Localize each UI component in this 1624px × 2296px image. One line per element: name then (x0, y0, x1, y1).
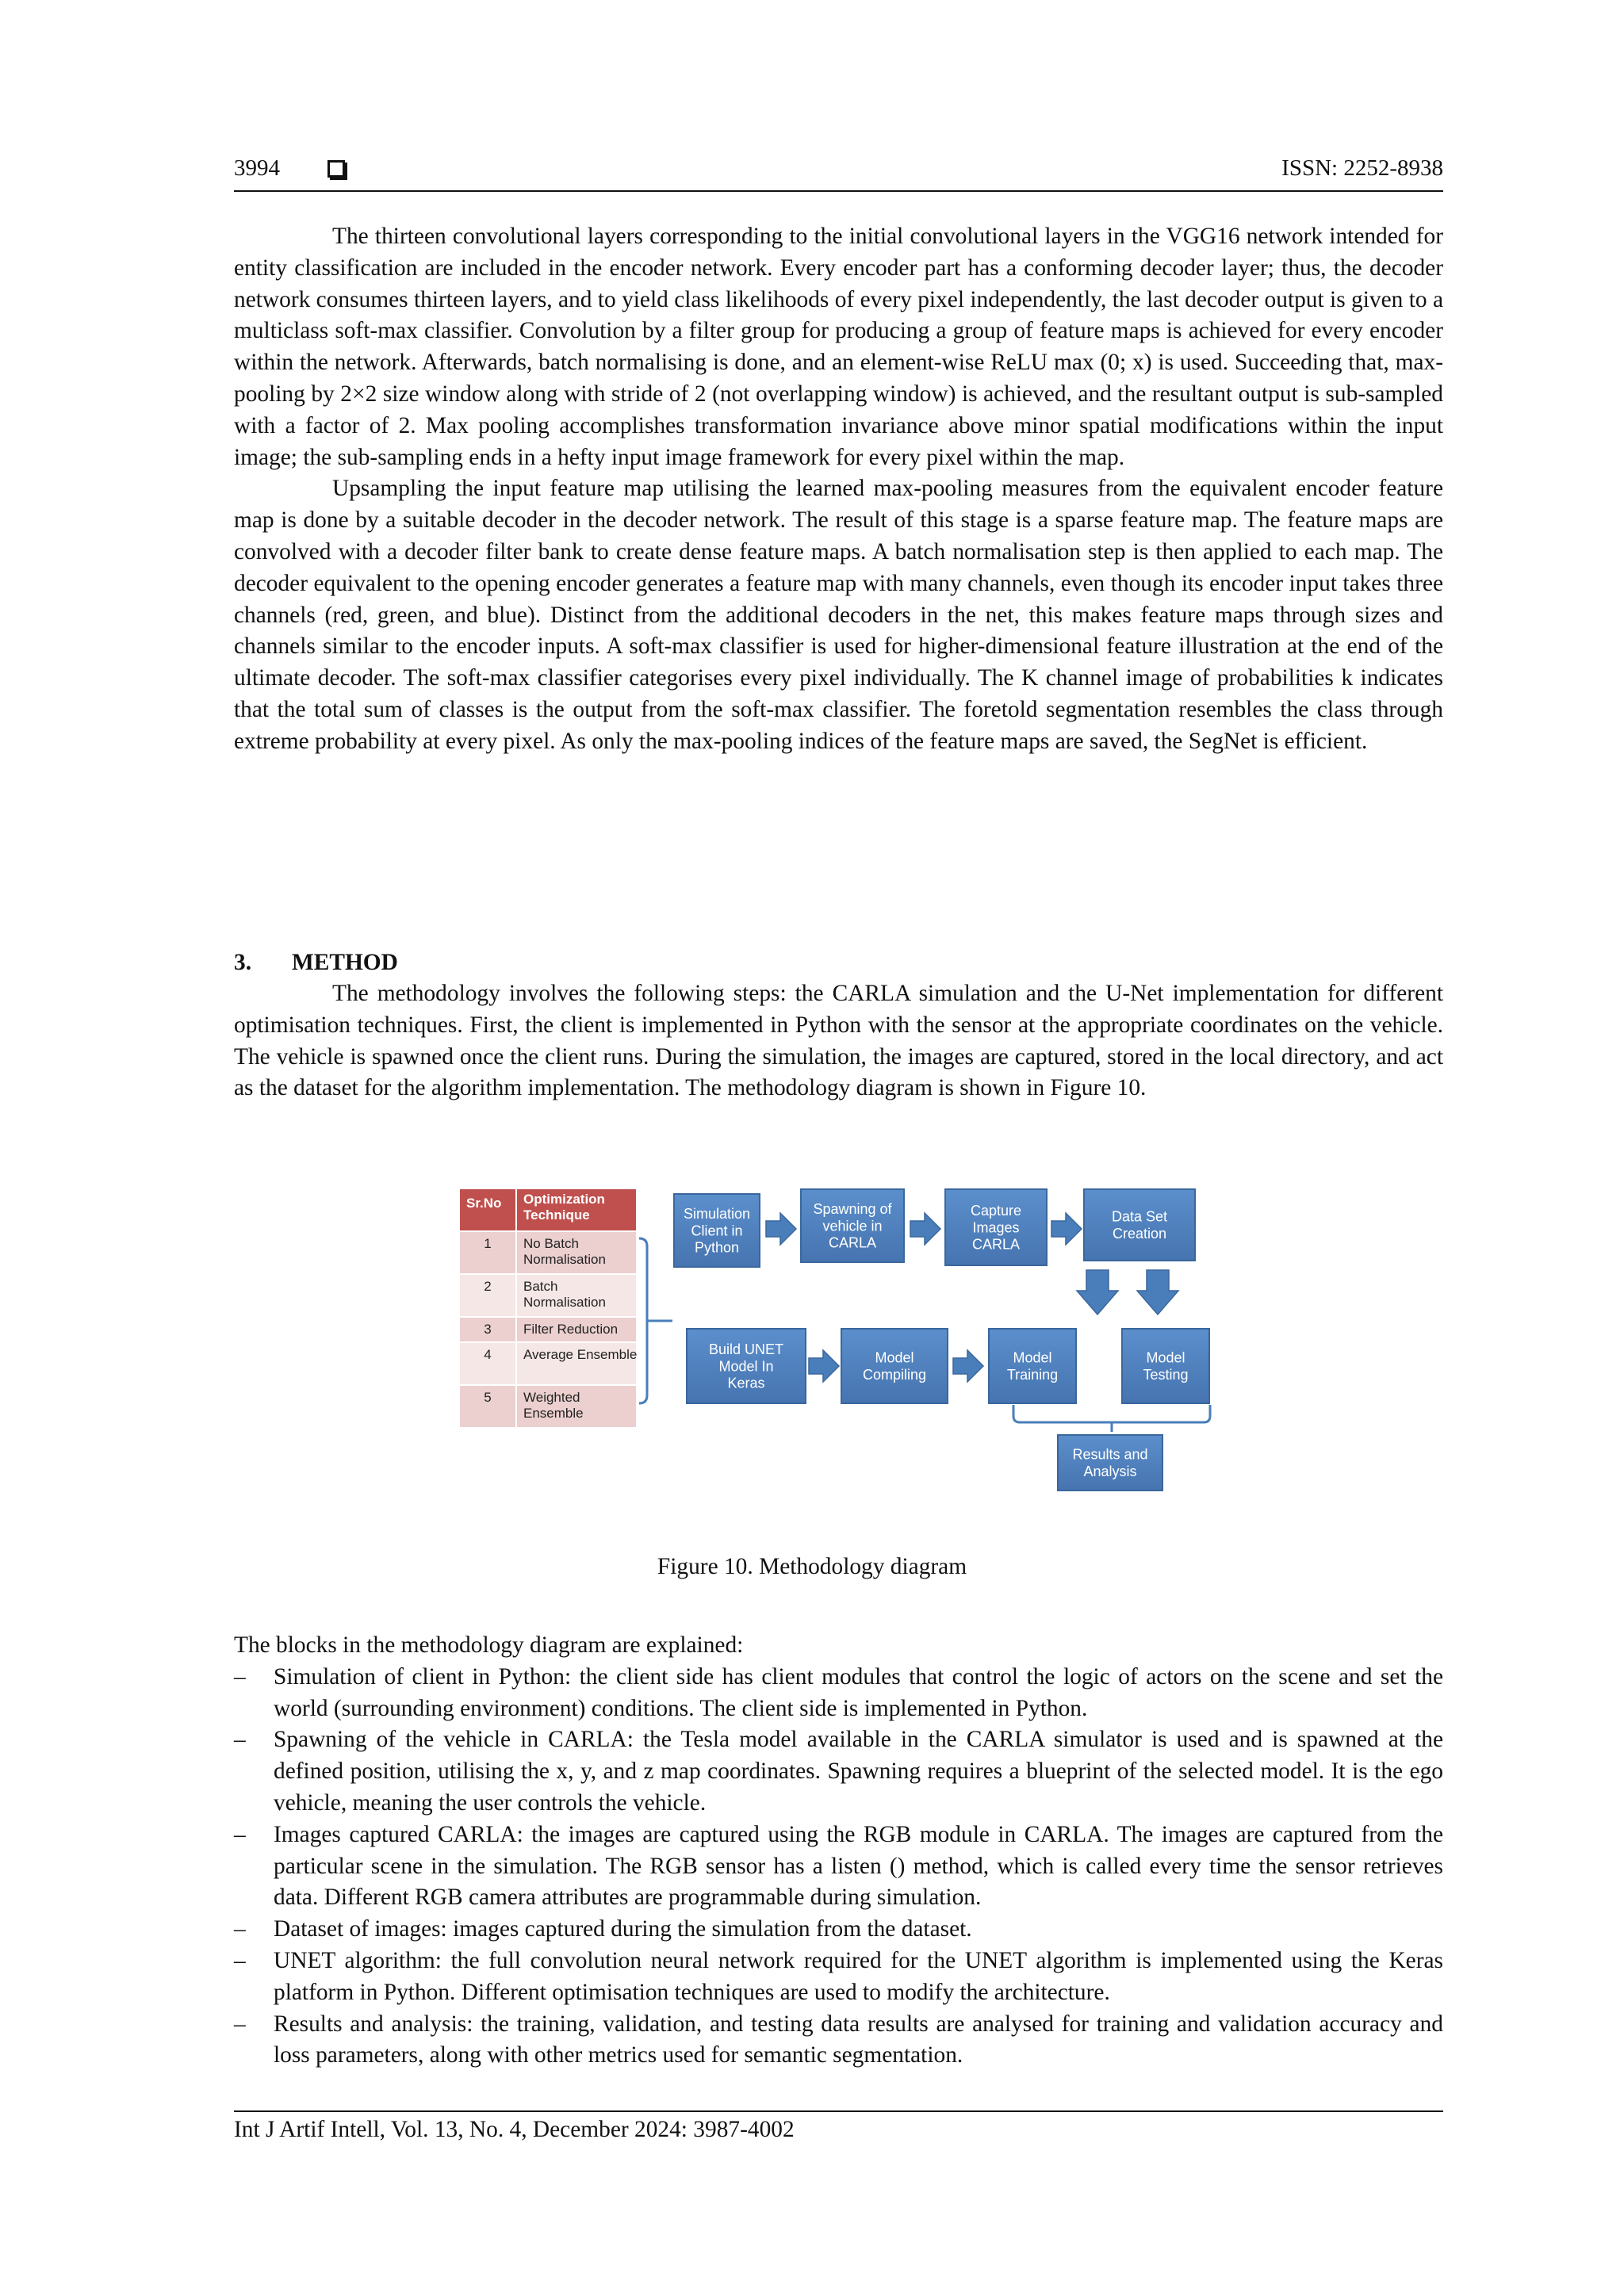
issn: ISSN: 2252-8938 (1281, 155, 1443, 181)
box-sim-client-label: Simulation Client in Python (683, 1206, 751, 1256)
right-arrow-icon (809, 1350, 839, 1382)
square-bullet-icon (327, 160, 345, 178)
section-title: METHOD (292, 950, 398, 975)
bullet-item: – Images captured CARLA: the images are captured using the RGB module in CARLA. The images are captured from the particular scene in the simulation. The RGB sensor has a listen () method, which is called every time the sensor retrieves data. Different RGB camera attributes are programmable during simulation. (234, 1820, 1443, 1914)
box-build-unet-label: Build UNET Model In Keras (708, 1341, 784, 1391)
methodology-diagram (460, 1181, 1221, 1522)
table-row-number: 5 (484, 1390, 492, 1405)
paragraph-decoder: Upsampling the input feature map utilising the learned max-pooling measures from the equivalent encoder feature map is done by a suitable decoder in the decoder network. The result of this stage is a sparse feature map. The feature maps are convolved with a decoder filter bank to create dense feature maps. A batch normalisation step is then applied to each map. The decoder equivalent to the opening encoder generates a feature map with many channels, even though its encoder input takes three channels (red, green, and blue). Distinct from the additional decoders in the net, this makes feature maps through sizes and channels similar to the encoder inputs. A soft-max classifier is used for higher-dimensional feature illustration at the end of the ultimate decoder. The soft-max classifier categorises every pixel individually. The K channel image of probabilities k indicates that the total sum of classes is the output from the soft-max classifier. The foretold segmentation resembles the class through extreme probability at every pixel. As only the max-pooling indices of the feature maps are saved, the SegNet is efficient. (234, 476, 1443, 754)
box-compiling-label: Model Compiling (862, 1349, 927, 1383)
box-spawning-label: Spawning of vehicle in CARLA (813, 1201, 892, 1251)
page-header (234, 155, 1443, 190)
box-results-label: Results and Analysis (1072, 1446, 1148, 1479)
results-bracket (1013, 1405, 1210, 1422)
box-testing-label: Model Testing (1143, 1349, 1189, 1383)
table-body (460, 1232, 637, 1427)
right-arrow-icon (766, 1213, 796, 1245)
flow-boxes (674, 1189, 1209, 1490)
table-row-number: 2 (484, 1279, 492, 1294)
section-heading (234, 947, 398, 978)
page-footer (234, 2110, 1443, 2143)
footer-citation: Int J Artif Intell, Vol. 13, No. 4, December 2024: 3987-4002 (234, 2117, 795, 2142)
table-row-technique: Filter Reduction (523, 1322, 619, 1337)
right-arrow-icon (910, 1213, 940, 1245)
blocks-explanation (234, 1630, 1443, 2072)
down-arrow-icon (1137, 1270, 1178, 1314)
table-header-srno: Sr.No (466, 1196, 502, 1211)
down-arrow-icon (1077, 1270, 1118, 1314)
right-arrow-icon (953, 1350, 983, 1382)
bullet-item: – Dataset of images: images captured during the simulation from the dataset. (234, 1914, 1443, 1946)
header-rule (234, 190, 1443, 192)
bullet-item: – Simulation of client in Python: the client side has client modules that control the logic of actors on the scene and set the world (surrounding environment) conditions. The client side is implemented in Python. (234, 1662, 1443, 1725)
table-header-technique: Optimization Technique (523, 1192, 605, 1223)
optimization-table (460, 1189, 637, 1427)
bullet-item: – Spawning of the vehicle in CARLA: the Tesla model available in the CARLA simulator is used and is spawned at the defined position, utilising the x, y, and z map coordinates. Spawning requires a blueprint of the selected model. It is the ego vehicle, meaning the user controls the vehicle. (234, 1724, 1443, 1819)
table-row-number: 1 (484, 1236, 492, 1251)
paragraph-method: The methodology involves the following steps: the CARLA simulation and the U-Net implementation for different optimisation techniques. First, the client is implemented in Python with the sensor at the appropriate coordinates on the vehicle. The vehicle is spawned once the client runs. During the simulation, the images are captured, stored in the local directory, and act as the dataset for the algorithm implementation. The methodology diagram is shown in Figure 10. (234, 981, 1443, 1101)
table-bracket (639, 1238, 647, 1403)
blocks-intro-text: The blocks in the methodology diagram are explained: (234, 1632, 744, 1658)
box-dataset-label: Data Set Creation (1111, 1208, 1168, 1242)
table-row-technique: No Batch Normalisation (523, 1236, 606, 1267)
section-number: 3. (234, 950, 252, 975)
table-row-number: 4 (484, 1347, 492, 1362)
page-number: 3994 (234, 155, 280, 181)
paragraph-encoder: The thirteen convolutional layers corresponding to the initial convolutional layers in the VGG16 network intended for entity classification are included in the encoder network. Every encoder part has a conforming decoder layer; thus, the decoder network consumes thirteen layers, and to yield class likelihoods of every pixel independently, the last decoder output is given to a multiclass soft-max classifier. Convolution by a filter group for producing a group of feature maps is achieved for every encoder within the network. Afterwards, batch normalising is done, and an element-wise ReLU max (0; x) is used. Succeeding that, max-pooling by 2×2 size window along with stride of 2 (not overlapping window) is achieved, and the resultant output is sub-sampled with a factor of 2. Max pooling accomplishes transformation invariance above minor spatial modifications within the input image; the sub-sampling ends in a hefty input image framework for every pixel within the map. (234, 224, 1443, 470)
table-row-technique: Batch Normalisation (523, 1279, 606, 1310)
right-arrow-icon (1051, 1213, 1082, 1245)
box-training-label: Model Training (1006, 1349, 1059, 1383)
bullet-list (234, 1662, 1443, 2072)
figure-caption: Figure 10. Methodology diagram (657, 1554, 967, 1579)
intro-paragraphs (234, 221, 1443, 758)
bullet-item: – UNET algorithm: the full convolution neural network required for the UNET algorithm is implemented using the Keras platform in Python. Different optimisation techniques are used to modify the architecture. (234, 1946, 1443, 2009)
bullet-item: – Results and analysis: the training, validation, and testing data results are analysed for training and validation accuracy and loss parameters, along with other metrics used for semantic segmentation. (234, 2009, 1443, 2072)
method-text (234, 978, 1443, 1104)
footer-rule (234, 2110, 1443, 2112)
box-capture-label: Capture Images CARLA (970, 1203, 1022, 1253)
table-row-number: 3 (484, 1322, 492, 1337)
table-row-technique: Weighted Ensemble (523, 1390, 584, 1421)
table-row-technique: Average Ensemble (523, 1347, 638, 1362)
